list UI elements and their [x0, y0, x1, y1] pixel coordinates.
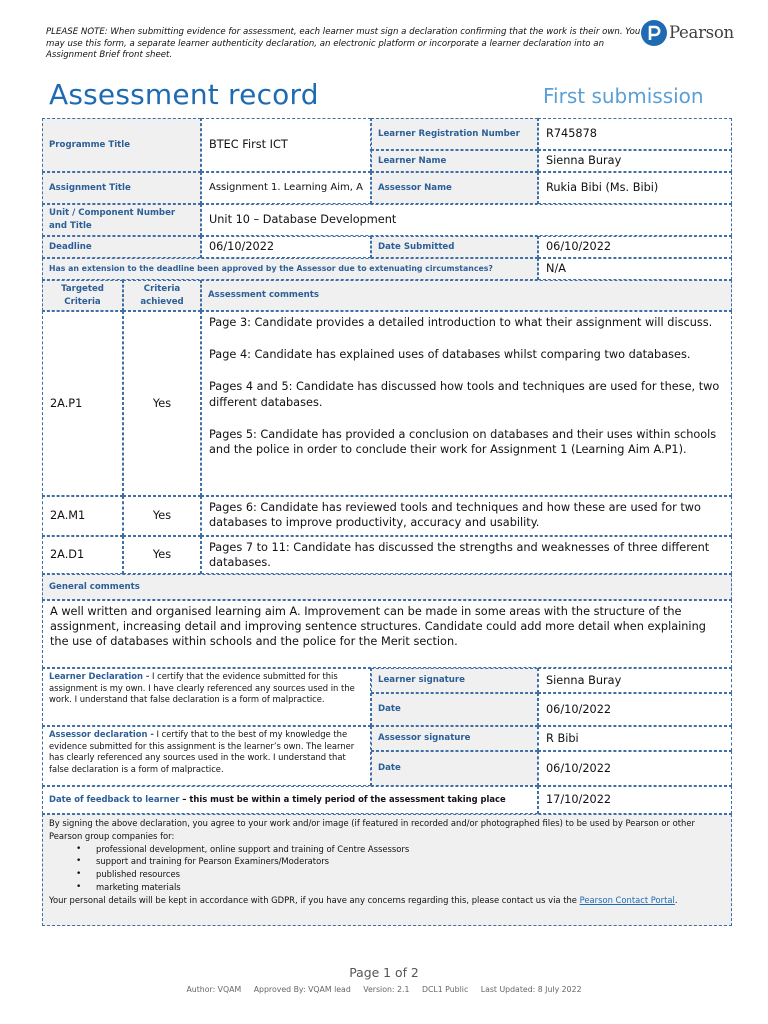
learner-name-value: Sienna Buray [538, 150, 732, 172]
programme-title-value: BTEC First ICT [201, 118, 371, 172]
assessor-signature-value: R Bibi [538, 726, 732, 751]
criteria-row-1-criteria: 2A.P1 [42, 311, 123, 496]
criteria-row-1-comment: Pages 5: Candidate has provided a conclusion on databases and their uses within schools and the police in order to conclude their work for Assignment 1 (Learning Aim A.P1). [209, 427, 717, 457]
criteria-row-2-achieved: Yes [123, 496, 201, 536]
consent-list-item: • published resources [49, 868, 725, 881]
learner-name-label: Learner Name [371, 150, 538, 172]
submission-note: PLEASE NOTE: When submitting evidence for assessment, each learner must sign a declaration confirming that the work is their own. You may use this form, a separate learner authenticity declaration, an electronic platform or incorporate a learner declaration into an Assignment Brief front sheet. [46, 27, 641, 61]
meta-updated: Last Updated: 8 July 2022 [480, 985, 582, 994]
gdpr-note [49, 894, 725, 907]
learner-signature-value: Sienna Buray [538, 668, 732, 693]
meta-approved: Approved By: VQAM lead [253, 985, 351, 994]
criteria-row-2-comments: Pages 6: Candidate has reviewed tools and techniques and how these are used for two databases to improve productivity, accuracy and usability. [201, 496, 732, 536]
deadline-label: Deadline [42, 236, 201, 258]
assessment-comments-header: Assessment comments [201, 280, 732, 311]
assessor-date-value: 06/10/2022 [538, 751, 732, 786]
feedback-date-text: – this must be within a timely period of the assessment taking place [179, 794, 506, 805]
assessor-name-value: Rukia Bibi (Ms. Bibi) [538, 172, 732, 204]
consent-list-item: • professional development, online support and training of Centre Assessors [49, 843, 725, 856]
assessor-declaration-heading: Assessor declaration - [49, 729, 154, 739]
pearson-logo [641, 19, 745, 49]
meta-classification: DCL1 Public [421, 985, 469, 994]
programme-title-label: Programme Title [42, 118, 201, 172]
assessor-declaration-text: I certify that to the best of my knowledge the evidence submitted for this assignment is the learner’s own. The learner has clearly referenced any sources used in the work. I understand that false declaration is a form of malpractice. [49, 729, 355, 774]
pearson-contact-portal-link[interactable]: Pearson Contact Portal [579, 894, 675, 905]
criteria-row-3-achieved: Yes [123, 536, 201, 574]
page-number: Page 1 of 2 [349, 965, 419, 980]
criteria-row-2-criteria: 2A.M1 [42, 496, 123, 536]
page-title: Assessment record [49, 78, 319, 111]
consent-list-item: • marketing materials [49, 881, 725, 894]
date-submitted-label: Date Submitted [371, 236, 538, 258]
gdpr-text: Your personal details will be kept in accordance with GDPR, if you have any concerns regarding this, please contact us via the [49, 894, 580, 905]
consent-list-item: • support and training for Pearson Examiners/Moderators [49, 855, 725, 868]
meta-version: Version: 2.1 [363, 985, 410, 994]
assessor-signature-label: Assessor signature [371, 726, 538, 751]
learner-signature-label: Learner signature [371, 668, 538, 693]
criteria-row-1-comment: Page 3: Candidate provides a detailed introduction to what their assignment will discuss. [209, 316, 713, 329]
assessor-date-label: Date [371, 751, 538, 786]
learner-registration-label: Learner Registration Number [371, 118, 538, 150]
extension-label: Has an extension to the deadline been approved by the Assessor due to extenuating circumstances? [42, 258, 538, 280]
learner-date-value: 06/10/2022 [538, 693, 732, 726]
unit-label: Unit / Component Number and Title [42, 204, 201, 236]
learner-registration-value: R745878 [538, 118, 732, 150]
extension-value: N/A [538, 258, 732, 280]
assignment-title-value: Assignment 1. Learning Aim, A [201, 172, 371, 204]
criteria-row-1-comments [201, 311, 732, 496]
general-comments-label: General comments [42, 574, 732, 600]
criteria-row-1-comment: Page 4: Candidate has explained uses of databases whilst comparing two databases. [209, 348, 691, 362]
feedback-date-value: 17/10/2022 [538, 786, 732, 814]
targeted-criteria-header: Targeted Criteria [42, 280, 123, 311]
consent-footnote [42, 814, 732, 926]
meta-author: Author: VQAM [186, 985, 242, 994]
criteria-row-1-achieved: Yes [123, 311, 201, 496]
submission-status: First submission [543, 84, 704, 108]
unit-value: Unit 10 – Database Development [201, 204, 732, 236]
pearson-logo-text: Pearson [669, 23, 734, 42]
learner-date-label: Date [371, 693, 538, 726]
general-comments-text: A well written and organised learning aim A. Improvement can be made in some areas with the structure of the assignment, increasing detail and improving sentence structures. Candidate could add more detail when explaining the use of databases within schools and the police for the Merit section. [42, 600, 732, 668]
criteria-row-1-comment: Pages 4 and 5: Candidate has discussed how tools and techniques are used for these, two different databases. [209, 380, 720, 409]
feedback-date-heading: Date of feedback to learner [49, 794, 180, 805]
criteria-achieved-header: Criteria achieved [123, 280, 201, 311]
assignment-title-label: Assignment Title [42, 172, 201, 204]
pearson-logo-icon [641, 20, 667, 46]
consent-intro: By signing the above declaration, you agree to your work and/or image (if featured in recorded and/or photographed files) to be used by Pearson or other Pearson group companies for: [49, 818, 695, 841]
assessor-name-label: Assessor Name [371, 172, 538, 204]
criteria-row-3-comments: Pages 7 to 11: Candidate has discussed the strengths and weaknesses of three different databases. [201, 536, 732, 574]
date-submitted-value: 06/10/2022 [538, 236, 732, 258]
document-meta [0, 985, 768, 994]
deadline-value: 06/10/2022 [201, 236, 371, 258]
criteria-row-3-criteria: 2A.D1 [42, 536, 123, 574]
learner-declaration-heading: Learner Declaration - [49, 671, 150, 681]
feedback-date-label [42, 786, 538, 814]
learner-declaration-text: I certify that the evidence submitted for this assignment is my own. I have clearly referenced any sources used in the work. I understand that false declaration is a form of malpractice. [49, 671, 355, 705]
assessor-declaration [42, 726, 371, 786]
gdpr-end: . [674, 894, 678, 905]
consent-list [49, 843, 725, 894]
learner-declaration [42, 668, 371, 726]
